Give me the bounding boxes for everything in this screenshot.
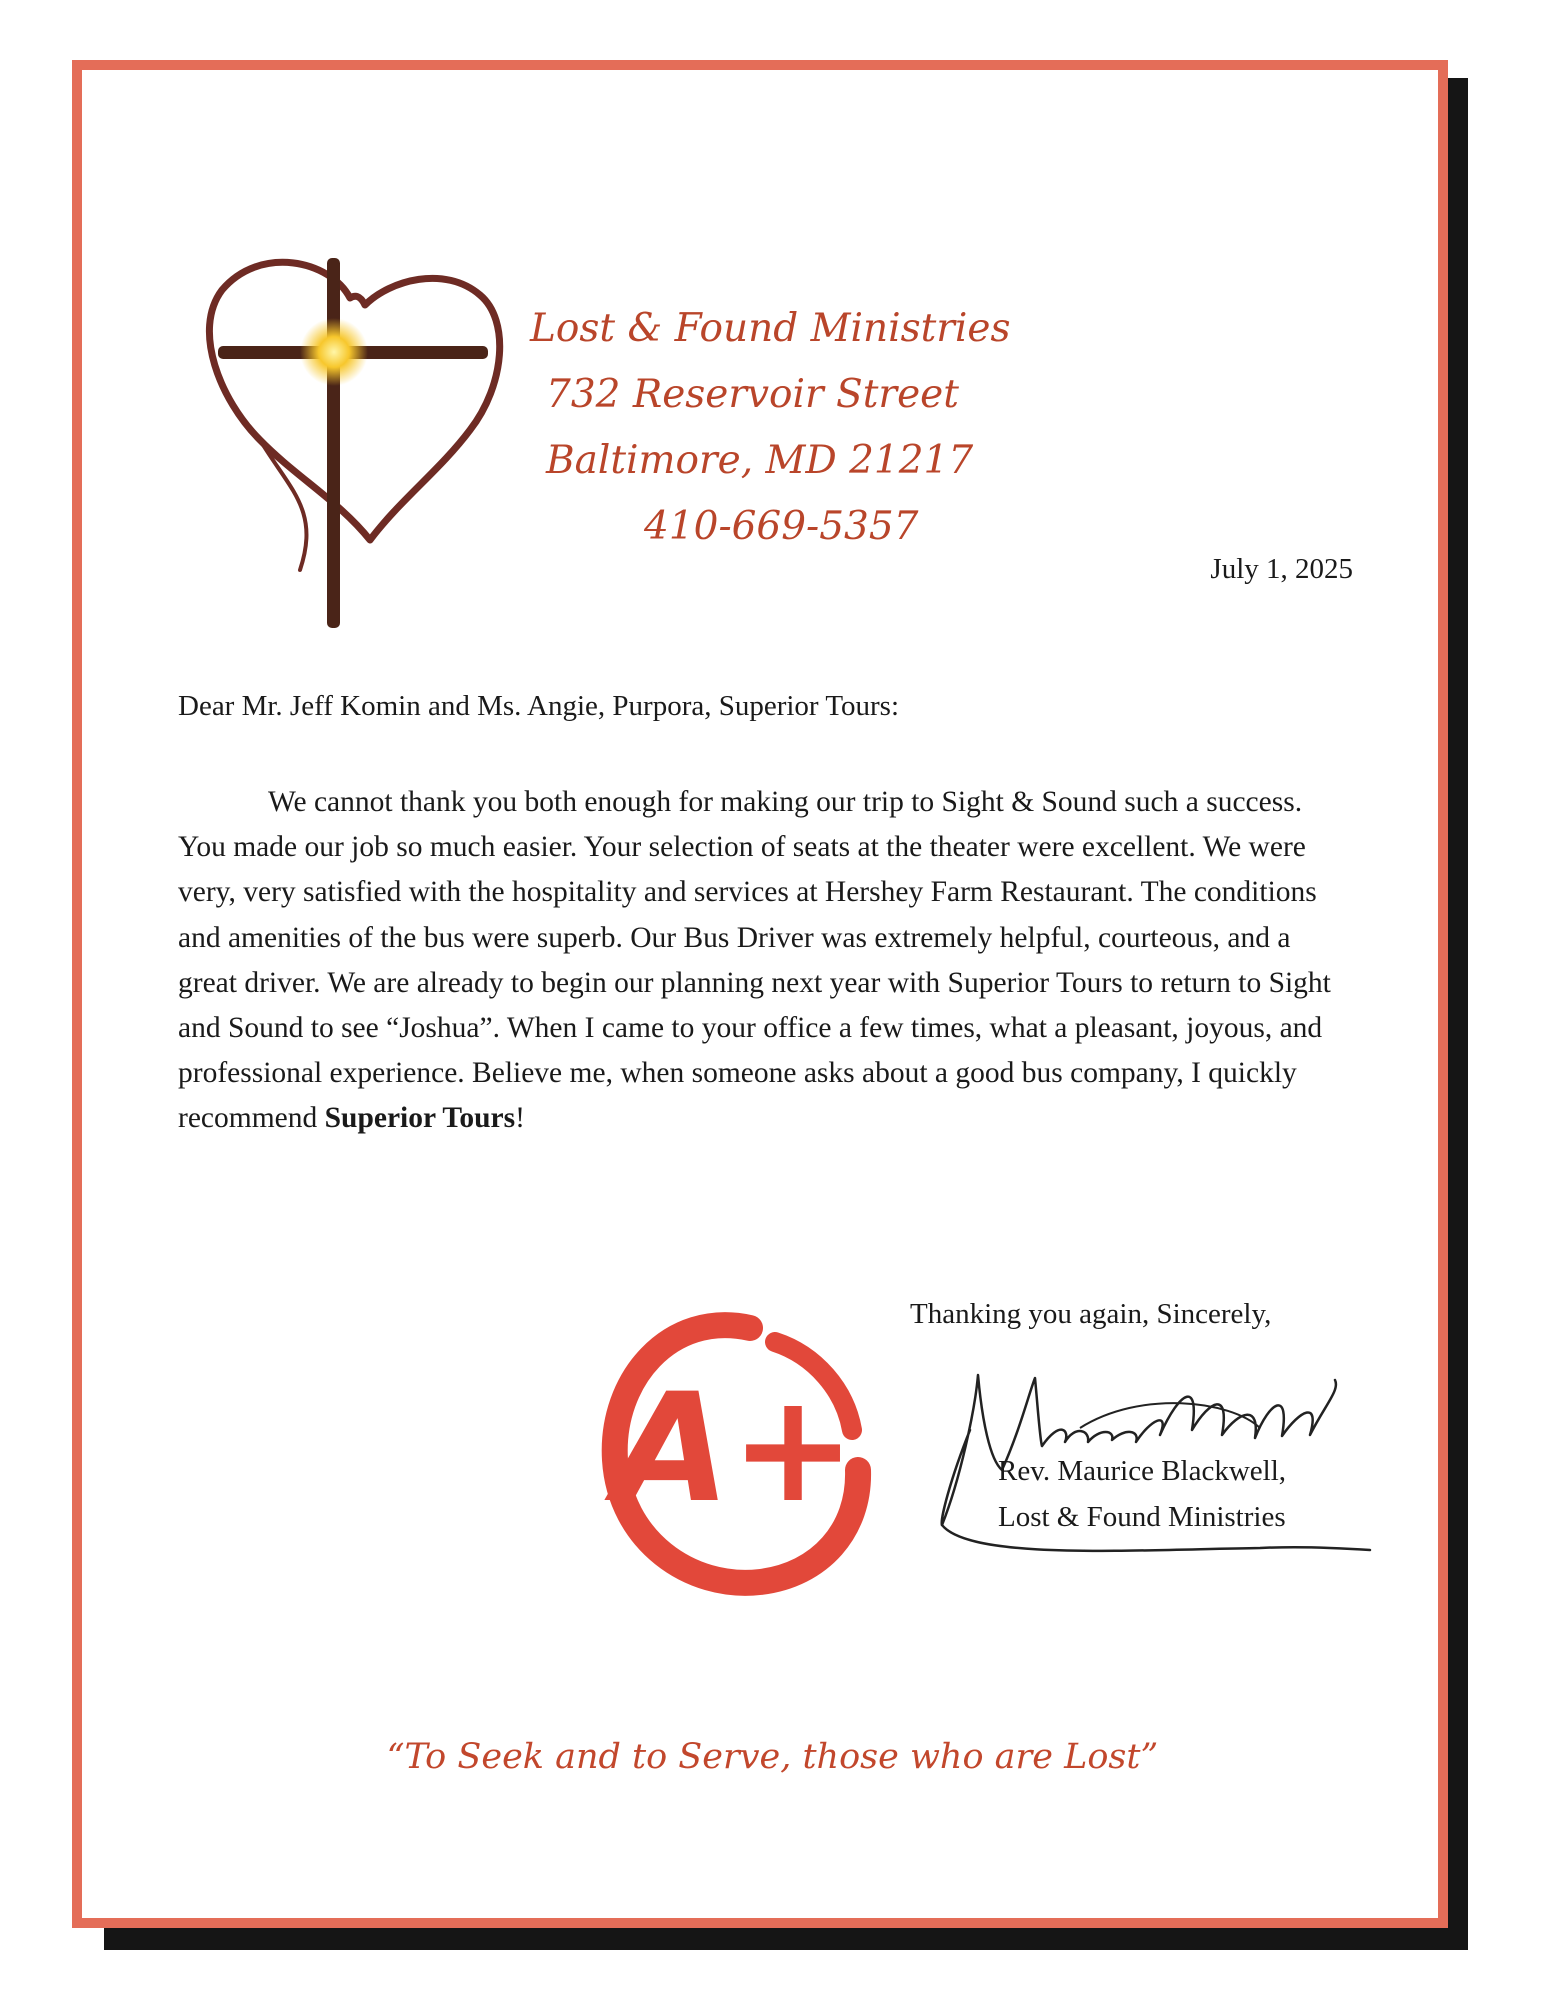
signer-organization: Lost & Found Ministries: [998, 1501, 1286, 1533]
letter-date: July 1, 2025: [1210, 553, 1353, 585]
badge-grade: A+: [614, 1362, 856, 1536]
motto: “To Seek and to Serve, those who are Lost”: [386, 1737, 1159, 1777]
phone-number: 410-669-5357: [644, 504, 919, 549]
body-emphasis: Superior Tours: [324, 1102, 516, 1135]
letterhead: [520, 296, 1080, 560]
city-state-zip: Baltimore, MD 21217: [546, 438, 974, 483]
body-text: We cannot thank you both enough for making our trip to Sight & Sound such a success. You made our job so much easier. Your selection of seats at the theater were excellent. We were very, very satisfied with the hospitality and services at Hershey Farm Restaurant. The conditions and amenities of the bus were superb. Our Bus Driver was extremely helpful, courteous, and a great driver. We are already to begin our planning next year with Superior Tours to return to Sight and Sound to see “Joshua”. When I came to your office a few times, what a pleasant, joyous, and professional experience. Believe me, when someone asks about a good bus company, I quickly recommend: [178, 786, 1331, 1135]
salutation: Dear Mr. Jeff Komin and Ms. Angie, Purpora, Superior Tours:: [178, 690, 900, 722]
a-plus-badge-icon: [590, 1300, 880, 1610]
signer-block: [998, 1448, 1286, 1540]
signer-name: Rev. Maurice Blackwell,: [998, 1455, 1287, 1487]
org-name: Lost & Found Ministries: [530, 306, 1011, 351]
body-ending: !: [515, 1102, 525, 1135]
letter-body: [178, 780, 1338, 1142]
heart-cross-logo-icon: [200, 240, 540, 640]
street-address: 732 Reservoir Street: [546, 372, 959, 417]
closing: Thanking you again, Sincerely,: [910, 1298, 1272, 1330]
